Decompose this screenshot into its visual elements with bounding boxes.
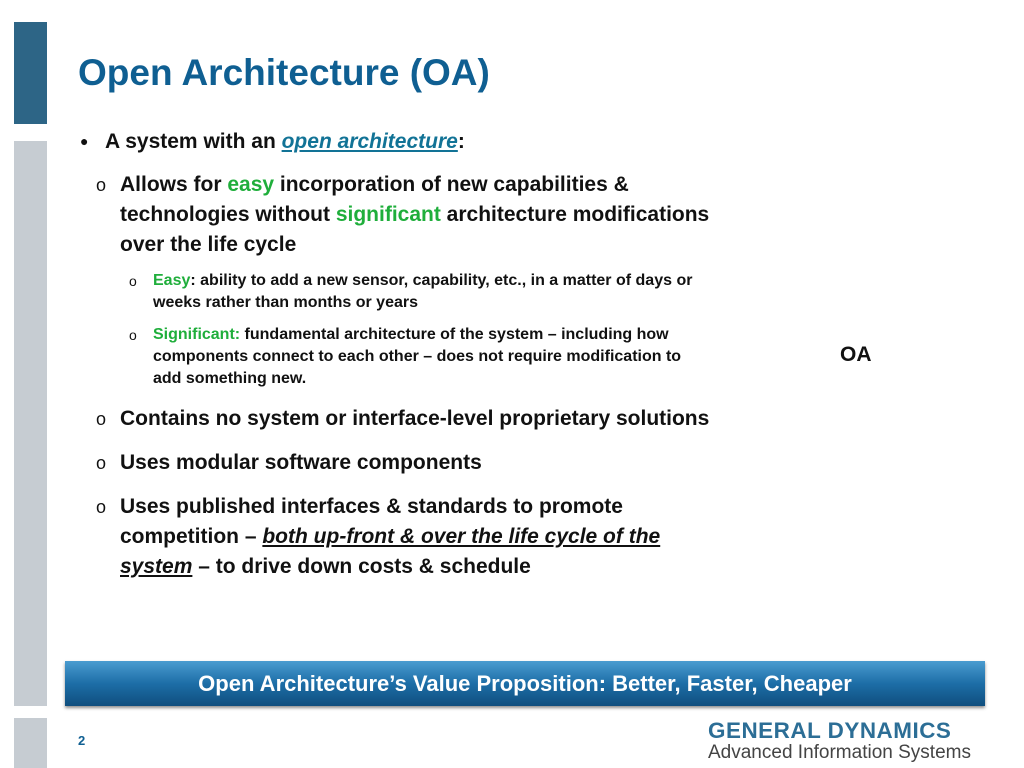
easy-highlight: easy: [227, 173, 275, 196]
circle-bullet-icon: o: [96, 409, 107, 429]
easy-label: Easy: [153, 272, 191, 289]
page-number: 2: [78, 733, 86, 748]
circle-bullet-icon: o: [129, 273, 137, 289]
emphasis-text: both up-front & over the life cycle of the system: [120, 525, 661, 578]
accent-bar-bottom: [14, 718, 47, 768]
company-logo: [708, 719, 1008, 763]
value-proposition-banner: [65, 661, 985, 706]
sub-bullet-modular: o Uses modular software components: [78, 448, 728, 478]
sub-sub-bullet-significant: o Significant: fundamental architecture of the system – including how components connect to each other – does not require modification to add something new.: [129, 326, 682, 387]
significant-label: Significant:: [153, 326, 241, 343]
sub-sub-bullet-easy: o Easy: ability to add a new sensor, capability, etc., in a matter of days or weeks rather than months or years: [129, 272, 693, 311]
sub-bullet-published-interfaces: o Uses published interfaces & standards to promote competition – both up-front & over the life cycle of the system – to drive down costs & schedule: [78, 492, 728, 582]
accent-bar-middle: [14, 141, 47, 706]
accent-bar-top: [14, 22, 47, 124]
slide-title: Open Architecture (OA): [78, 52, 490, 93]
bullet-icon: ●: [80, 133, 89, 149]
logo-division-name: Advanced Information Systems: [708, 742, 971, 763]
significant-highlight: significant: [335, 203, 441, 226]
circle-bullet-icon: o: [96, 497, 107, 517]
sub-bullet-proprietary: o Contains no system or interface-level proprietary solutions: [78, 404, 728, 434]
bullet-open-architecture: ● A system with an open architecture:: [78, 127, 728, 156]
oa-label: OA: [840, 343, 872, 366]
open-architecture-link[interactable]: open architecture: [281, 130, 458, 153]
circle-bullet-icon: o: [96, 175, 107, 195]
sub-bullet-allows: o Allows for easy incorporation of new capabilities & technologies without significant architecture modifications over the life cycle: [78, 170, 728, 260]
logo-company-name: GENERAL DYNAMICS: [708, 718, 952, 743]
banner-text: Open Architecture’s Value Proposition: Better, Faster, Cheaper: [198, 670, 852, 696]
slide-body: [78, 127, 728, 582]
circle-bullet-icon: o: [129, 327, 137, 343]
circle-bullet-icon: o: [96, 453, 107, 473]
